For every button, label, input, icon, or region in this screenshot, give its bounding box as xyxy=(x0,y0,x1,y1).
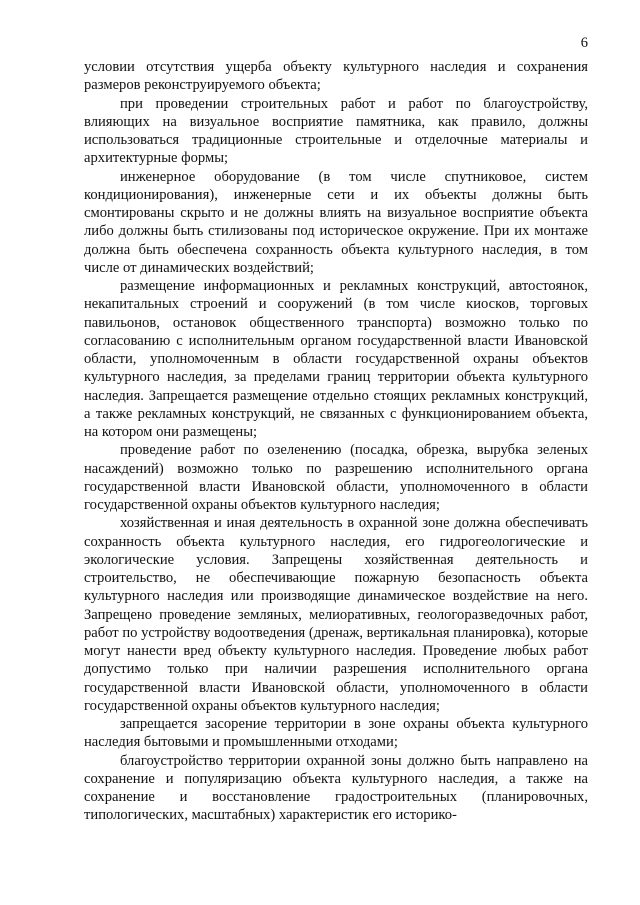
paragraph-waste-prohibition: запрещается засорение территории в зоне охраны объекта культурного наследия бытовыми и промышленными отходами; xyxy=(84,716,588,751)
paragraph-economic-activity: хозяйственная и иная деятельность в охранной зоне должна обеспечивать сохранность объекта культурного наследия, его гидрогеологические и экологические условия. Запрещены хозяйственная деятельность и строительство, не обеспечивающие пожарную безопасность объекта культурного наследия или производящие динамическое воздействие на него. Запрещено проведение земляных, мелиоративных, геологоразведочных работ, работ по устройству водоотведения (дренаж, вертикальная планировка), которые могут нанести вред объекту культурного наследия. Проведение любых работ допустимо только при наличии разрешения исполнительного органа государственной власти Ивановской области, уполномоченного в области государственной охраны объектов культурного наследия; xyxy=(84,515,588,714)
paragraph-continuation: условии отсутствия ущерба объекту культурного наследия и сохранения размеров реконструируемого объекта; xyxy=(84,59,588,94)
document-body xyxy=(84,58,588,825)
paragraph-landscaping: проведение работ по озеленению (посадка, обрезка, вырубка зеленых насаждений) возможно только по разрешению исполнительного органа государственной власти Ивановской области, уполномоченного в области государственной охраны объектов культурного наследия; xyxy=(84,442,588,513)
paragraph-engineering-equipment: инженерное оборудование (в том числе спутниковое, систем кондиционирования), инженерные сети и их объекты должны быть смонтированы скрыто и не должны влиять на визуальное восприятие объекта либо должны быть стилизованы под историческое окружение. При их монтаже должна быть обеспечена сохранность объекта культурного наследия, в том числе от динамических воздействий; xyxy=(84,168,588,276)
paragraph-territory-improvement: благоустройство территории охранной зоны должно быть направлено на сохранение и популяризацию объекта культурного наследия, а также на сохранение и восстановление градостроительных (планировочных, типологических, масштабных) характеристик его историко- xyxy=(84,752,588,824)
paragraph-construction-works: при проведении строительных работ и работ по благоустройству, влияющих на визуальное восприятие памятника, как правило, должны использоваться традиционные строительные и отделочные материалы и архитектурные формы; xyxy=(84,95,588,167)
paragraph-advertising-structures: размещение информационных и рекламных конструкций, автостоянок, некапитальных строений и сооружений (в том числе киосков, торговых павильонов, остановок общественного транспорта) возможно только по согласованию с исполнительным органом государственной власти Ивановской области, уполномоченным в области государственной охраны объектов культурного наследия, за пределами границ территории объекта культурного наследия. Запрещается размещение отдельно стоящих рекламных конструкций, а также рекламных конструкций, не связанных с функционированием объекта, на котором они размещены; xyxy=(84,278,588,440)
page-number: 6 xyxy=(580,35,588,51)
